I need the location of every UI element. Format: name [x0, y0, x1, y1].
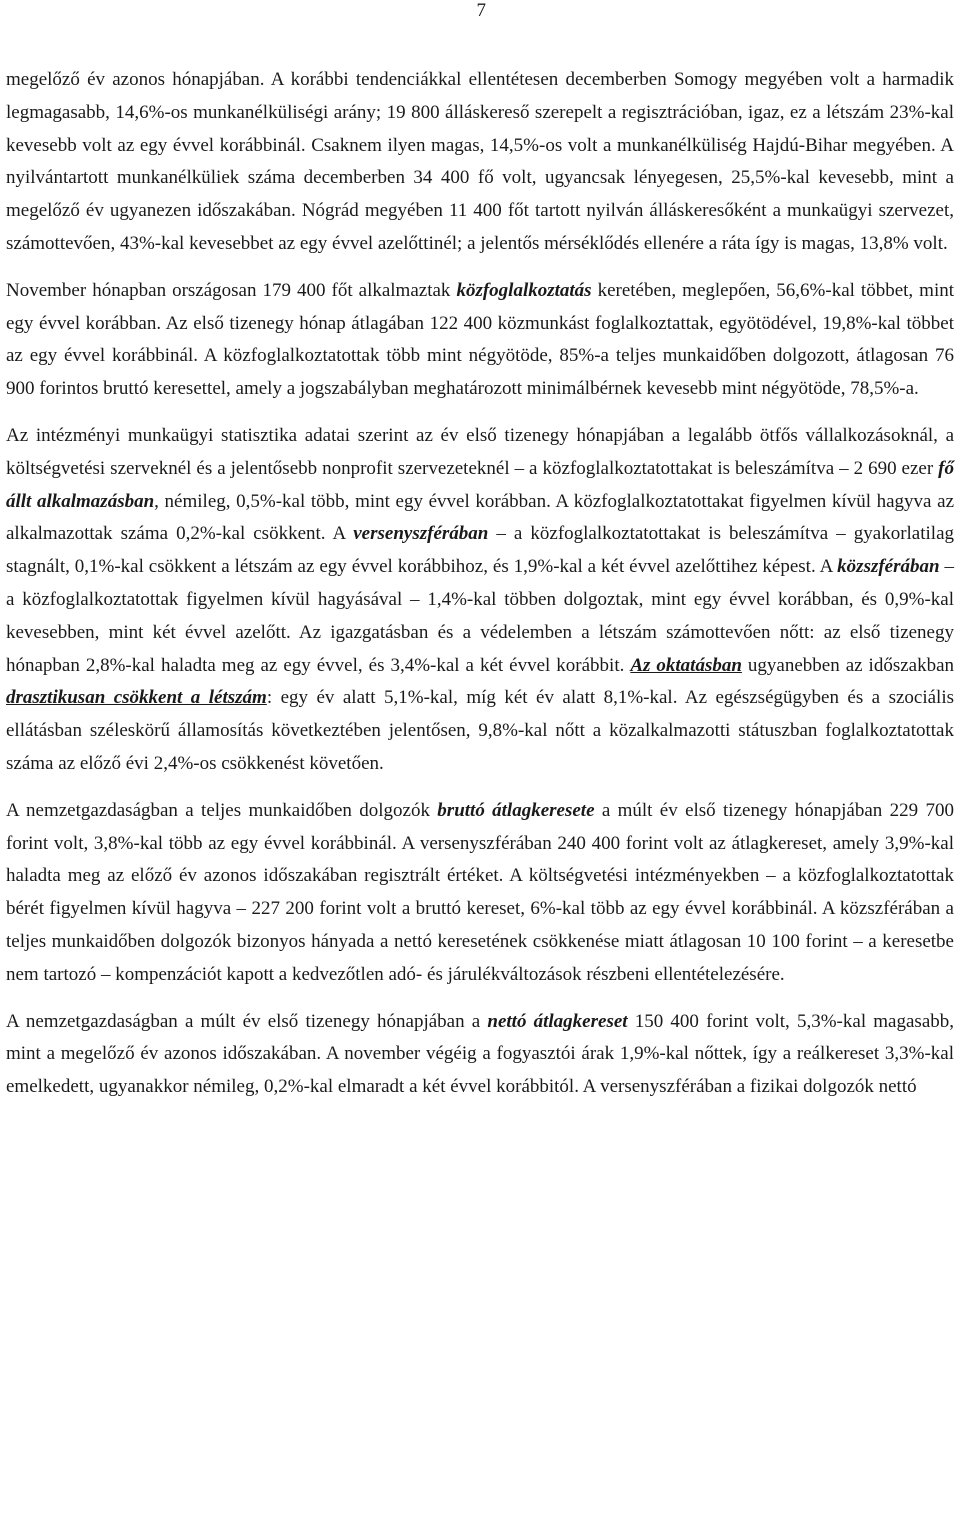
- emphasis-drasztikusan-csokkent: drasztikusan csökkent a létszám: [6, 687, 267, 709]
- document-body: [6, 64, 954, 1118]
- paragraph-gross-earnings: [6, 795, 954, 992]
- emphasis-az-oktatasban: Az oktatásban: [630, 654, 742, 676]
- paragraph-text: A nemzetgazdaságban a teljes munkaidőben dolgozók: [6, 799, 438, 821]
- paragraph-text: November hónapban országosan 179 400 főt alkalmaztak: [6, 279, 457, 301]
- paragraph-employment-statistics: [6, 420, 954, 781]
- paragraph-text: – a közfoglalkoztatottakat is beleszámítva – gyakorlatilag stagnált, 0,1%-kal csökkent a létszám az egy évvel korábbihoz, és 1,9%-kal a két évvel azelőttihez képest. A: [6, 523, 955, 578]
- paragraph-county-unemployment: [6, 64, 954, 261]
- paragraph-text: A nemzetgazdaságban a múlt év első tizenegy hónapjában a: [6, 1010, 488, 1032]
- page-number: 7: [476, 0, 486, 21]
- paragraph-text: Az intézményi munkaügyi statisztika adatai szerint az év első tizenegy hónapjában a legalább ötfős vállalkozásoknál, a költségvetési szerveknél és a jelentősebb nonprofit szervezeteknél – a közfoglalkoztatottakat is beleszámítva – 2 690 ezer: [6, 424, 954, 479]
- emphasis-fo-allt-alkalmazasban: fő állt alkalmazásban: [6, 457, 954, 512]
- paragraph-text: a múlt év első tizenegy hónapjában 229 700 forint volt, 3,8%-kal több az egy évvel korábbinál. A versenyszférában 240 400 forint volt az átlagkereset, amely 3,9%-kal haladta meg az előző év azonos időszakában regisztrált értéket. A költségvetési intézményekben – a közfoglalkoztatottak bérét figyelmen kívül hagyva – 227 200 forint volt a bruttó kereset, 6%-kal több az egy évvel korábbinál. A közszférában a teljes munkaidőben dolgozók bizonyos hányada a nettó keresetének csökkenése miatt átlagosan 10 100 forint – a keresetbe nem tartozó – kompenzációt kapott a kedvezőtlen adó- és járulékváltozások részbeni ellentételezésére.: [6, 799, 954, 985]
- paragraph-text: : egy év alatt 5,1%-kal, míg két év alatt 8,1%-kal. Az egészségügyben és a szociális ellátásban széleskörű államosítás következtében jelentősen, 9,8%-kal nőtt a közalkalmazotti státuszban foglalkoztatottak száma az előző évi 2,4%-os csökkenést követően.: [6, 687, 955, 774]
- paragraph-text: 150 400 forint volt, 5,3%-kal magasabb, mint a megelőző év azonos időszakában. A november végéig a fogyasztói árak 1,9%-kal nőttek, így a reálkereset 3,3%-kal emelkedett, ugyanakkor némileg, 0,2%-kal elmaradt a két évvel korábbitól. A versenyszférában a fizikai dolgozók nettó: [6, 1010, 954, 1098]
- paragraph-text: ugyanebben az időszakban: [741, 654, 955, 676]
- paragraph-text: , némileg, 0,5%-kal több, mint egy évvel korábban. A közfoglalkoztatottakat figyelmen kívül hagyva az alkalmazottak száma 0,2%-kal csökkent. A: [6, 490, 954, 545]
- paragraph-public-works: [6, 275, 954, 406]
- emphasis-netto-atlagkereset: nettó átlagkereset: [487, 1010, 628, 1032]
- emphasis-versenyszferaban: versenyszférában: [353, 523, 489, 545]
- emphasis-kozfoglalkoztatas: közfoglalkoztatás: [456, 279, 592, 301]
- paragraph-net-earnings: [6, 1006, 954, 1104]
- paragraph-text: – a közfoglalkoztatottak figyelmen kívül hagyásával – 1,4%-kal többen dolgoztak, mint egy évvel korábban, és 0,9%-kal kevesebben, mint két évvel azelőtt. Az igazgatásban és a védelemben a létszám számottevően nőtt: az első tizenegy hónapban 2,8%-kal haladta meg az egy évvel, és 3,4%-kal a két évvel korábbit.: [6, 556, 954, 676]
- emphasis-kozszferaban: közszférában: [837, 556, 940, 578]
- paragraph-text: megelőző év azonos hónapjában. A korábbi tendenciákkal ellentétesen decemberben Somogy megyében volt a harmadik legmagasabb, 14,6%-os munkanélküliségi arány; 19 800 álláskereső szerepelt a regisztrációban, igaz, ez a létszám 23%-kal kevesebb volt az egy évvel korábbinál. Csaknem ilyen magas, 14,5%-os volt a munkanélküliség Hajdú-Bihar megyében. A nyilvántartott munkanélküliek száma decemberben 34 400 fő volt, ugyancsak lényegesen, 25,5%-kal kevesebb, mint a megelőző év ugyanezen időszakában. Nógrád megyében 11 400 főt tartott nyilván álláskeresőként a munkaügyi szervezet, számottevően, 43%-kal kevesebbet az egy évvel azelőttinél; a jelentős mérséklődés ellenére a ráta így is magas, 13,8% volt.: [6, 69, 954, 254]
- emphasis-brutto-atlagkereset: bruttó átlagkeresete: [437, 799, 595, 821]
- paragraph-text: keretében, meglepően, 56,6%-kal többet, mint egy évvel korábban. Az első tizenegy hónap átlagában 122 400 közmunkást foglalkoztattak, egyötödével, 19,8%-kal többet az egy évvel korábbinál. A közfoglalkoztatottak több mint négyötöde, 85%-a teljes munkaidőben dolgozott, átlagosan 76 900 forintos bruttó keresettel, amely a jogszabályban meghatározott minimálbérnek kevesebb mint négyötöde, 78,5%-a.: [6, 279, 954, 400]
